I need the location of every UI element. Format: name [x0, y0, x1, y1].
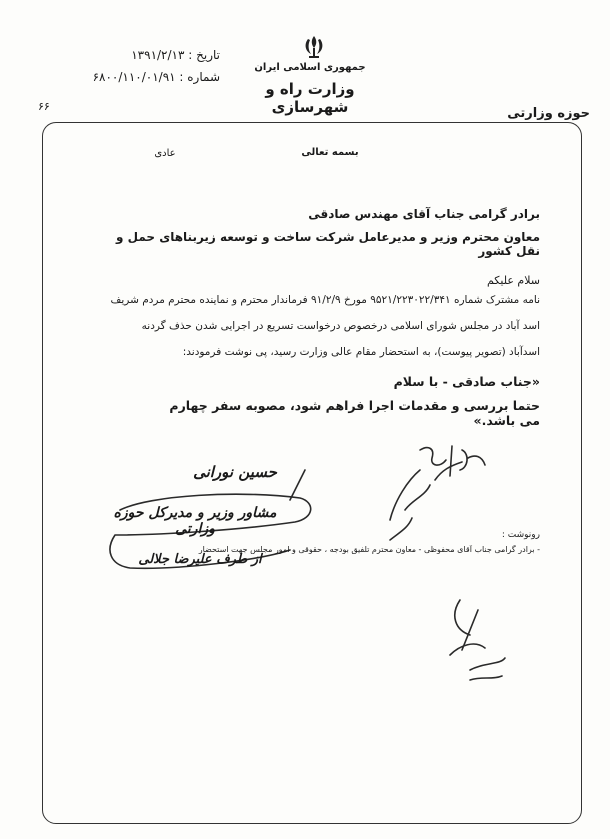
margin-mark: ۶۶ — [38, 100, 50, 113]
letter-date: تاریخ : ۱۳۹۱/۲/۱۳ — [131, 48, 220, 62]
recipient-name: برادر گرامی جناب آقای مهندس صادقی — [308, 207, 540, 221]
handwritten-annotations — [90, 440, 510, 700]
republic-heading: جمهوری اسلامی ایران — [254, 62, 366, 73]
signatory-title: مشاور وزیر و مدیرکل حوزه وزارتی — [113, 505, 277, 537]
quote-line: حتما بررسی و مقدمات اجرا فراهم شود، مصوبه سفر چهارم می باشد.» — [169, 398, 540, 428]
recipient-title: معاون محترم وزیر و مدیرعامل شرکت ساخت و توسعه زیربناهای حمل و نقل کشور — [116, 230, 540, 258]
body-line: اسد آباد در مجلس شورای اسلامی درخصوص درخواست تسریع در اجرایی شدن حذف گردنه — [141, 320, 540, 332]
cc-label: رونوشت : — [501, 530, 540, 540]
signatory-name: حسین نورانی — [193, 463, 277, 481]
office-label: حوزه وزارتی — [507, 106, 590, 121]
letter-number: شماره : ۶۸۰۰/۱۱۰/۰۱/۹۱ — [92, 70, 220, 84]
quote-line: «جناب صادقی - با سلام — [393, 374, 540, 389]
greeting: سلام علیکم — [486, 274, 540, 287]
body-line: نامه مشترک شماره ۹۵۲۱/۲۲۳۰۲۲/۳۴۱ مورخ ۹۱/۲/۹ فرماندار محترم و نماینده محترم مردم شریف — [110, 294, 540, 306]
ministry-heading: وزارت راه و شهرسازی — [265, 80, 355, 116]
priority-label: عادی — [154, 148, 176, 159]
body-line: اسدآباد (تصویر پیوست)، به استحضار مقام عالی وزارت رسید، پی نوشت فرمودند: — [182, 346, 540, 358]
iran-emblem-icon — [302, 34, 326, 60]
invocation: بسمه تعالی — [301, 147, 359, 158]
cc-line: - برادر گرامی جناب آقای محفوظی - معاون محترم تلفیق بودجه ، حقوقی و امور مجلس جهت استحضار — [198, 545, 540, 554]
signatory-sender: از طرف علیرضا جلالی — [138, 552, 262, 567]
